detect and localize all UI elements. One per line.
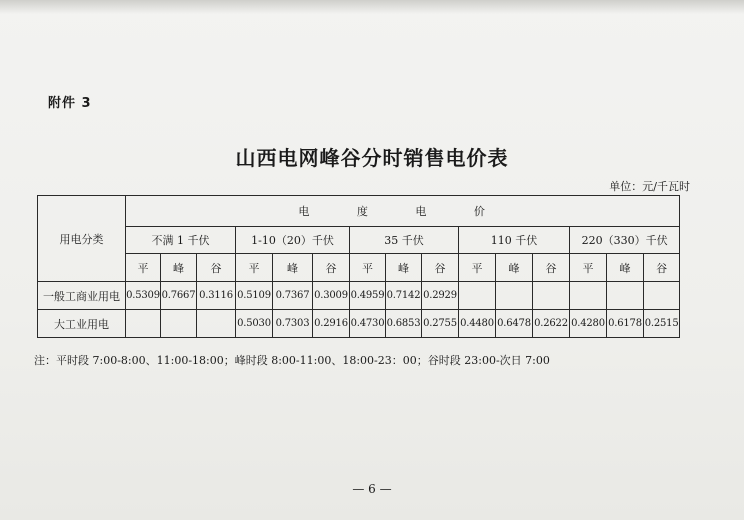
- price-cell: 0.7667: [161, 282, 197, 310]
- period-header: 平: [236, 254, 273, 282]
- price-cell: [570, 282, 607, 310]
- category-header: 用电分类: [38, 196, 126, 282]
- unit-label: 单位：元/千瓦时: [609, 180, 690, 193]
- period-header: 谷: [644, 254, 680, 282]
- period-header: 谷: [533, 254, 570, 282]
- price-cell: [607, 282, 644, 310]
- period-header: 谷: [197, 254, 236, 282]
- price-cell: 0.6853: [386, 310, 422, 338]
- price-cell: 0.2515: [644, 310, 680, 338]
- period-header: 峰: [273, 254, 313, 282]
- period-header: 平: [570, 254, 607, 282]
- price-cell: 0.7367: [273, 282, 313, 310]
- price-cell: [126, 310, 161, 338]
- price-cell: 0.4730: [350, 310, 386, 338]
- price-cell: [644, 282, 680, 310]
- attachment-label: 附件 3: [48, 96, 92, 111]
- price-cell: 0.3009: [313, 282, 350, 310]
- period-header: 峰: [496, 254, 533, 282]
- table-row: [38, 282, 680, 310]
- table-row: [38, 310, 680, 338]
- price-cell: [161, 310, 197, 338]
- period-header: 平: [126, 254, 161, 282]
- voltage-level-header: 1-10（20）千伏: [236, 227, 350, 254]
- period-header: 平: [350, 254, 386, 282]
- period-header: 峰: [607, 254, 644, 282]
- period-header: 谷: [422, 254, 459, 282]
- price-cell: 0.2622: [533, 310, 570, 338]
- voltage-level-header: 220（330）千伏: [570, 227, 680, 254]
- page-number: — 6 —: [352, 482, 392, 496]
- page-top-shadow: [0, 0, 744, 14]
- price-cell: 0.5030: [236, 310, 273, 338]
- voltage-level-header: 110 千伏: [459, 227, 570, 254]
- voltage-level-header: 不满 1 千伏: [126, 227, 236, 254]
- page-title: 山西电网峰谷分时销售电价表: [235, 146, 509, 170]
- period-header: 峰: [386, 254, 422, 282]
- price-cell: 0.4280: [570, 310, 607, 338]
- price-cell: 0.6178: [607, 310, 644, 338]
- price-cell: 0.2916: [313, 310, 350, 338]
- period-header: 平: [459, 254, 496, 282]
- price-table: [37, 195, 680, 338]
- price-cell: 0.4480: [459, 310, 496, 338]
- price-cell: 0.5109: [236, 282, 273, 310]
- period-header: 谷: [313, 254, 350, 282]
- row-category: 一般工商业用电: [38, 282, 126, 310]
- period-header: 峰: [161, 254, 197, 282]
- price-cell: 0.2929: [422, 282, 459, 310]
- price-cell: [459, 282, 496, 310]
- footnote: 注：平时段 7:00-8:00、11:00-18:00；峰时段 8:00-11:00、18:00-23：00；谷时段 23:00-次日 7:00: [34, 354, 550, 367]
- price-cell: [197, 310, 236, 338]
- price-cell: 0.7303: [273, 310, 313, 338]
- price-cell: 0.3116: [197, 282, 236, 310]
- price-cell: [533, 282, 570, 310]
- voltage-level-header: 35 千伏: [350, 227, 459, 254]
- price-cell: 0.7142: [386, 282, 422, 310]
- row-category: 大工业用电: [38, 310, 126, 338]
- price-cell: 0.2755: [422, 310, 459, 338]
- price-header: 电 度 电 价: [126, 196, 680, 227]
- price-cell: 0.6478: [496, 310, 533, 338]
- price-cell: 0.4959: [350, 282, 386, 310]
- price-cell: [496, 282, 533, 310]
- price-cell: 0.5309: [126, 282, 161, 310]
